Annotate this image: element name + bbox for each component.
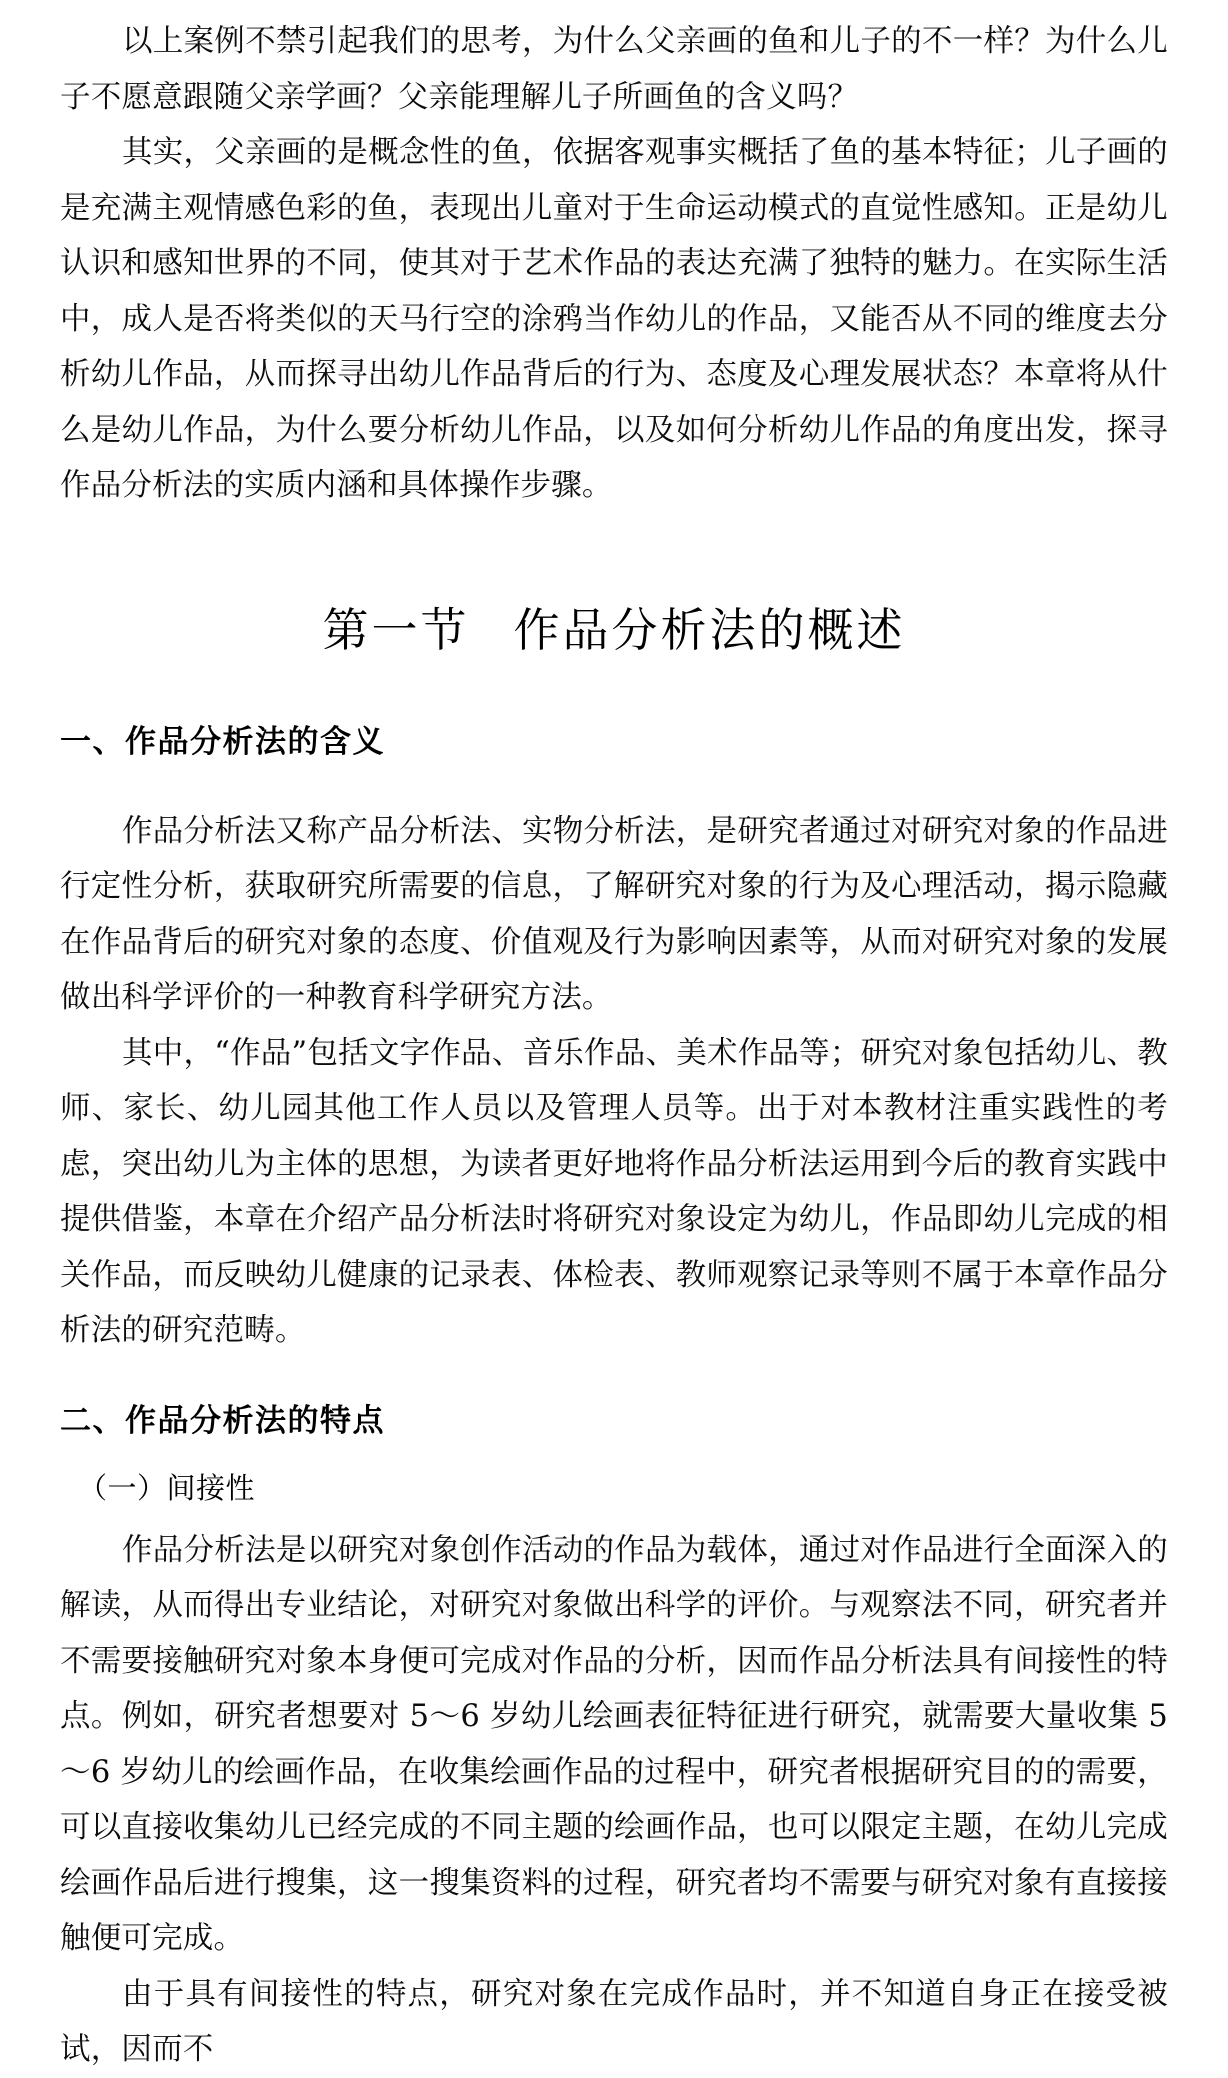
spacer-before-subheading-2 — [60, 1359, 1168, 1399]
subheading-indirectness: （一）间接性 — [78, 1470, 256, 1505]
paragraph-intro-2: 其实，父亲画的是概念性的鱼，依据客观事实概括了鱼的基本特征；儿子画的是充满主观情感色彩的鱼，表现出儿童对于生命运动模式的直觉性感知。正是幼儿认识和感知世界的不同，使其对于艺术作品的表达充满了独特的魅力。在实际生活中，成人是否将类似的天马行空的涂鸦当作幼儿的作品，又能否从不同的维度去分析幼儿作品，从而探寻出幼儿作品背后的行为、态度及心理发展状态？本章将从什么是幼儿作品，为什么要分析幼儿作品，以及如何分析幼儿作品的角度出发，探寻作品分析法的实质内涵和具体操作步骤。 — [60, 135, 1168, 503]
spacer-after-subheading-1 — [60, 764, 1168, 804]
subheading-meaning: 一、作品分析法的含义 — [60, 723, 385, 760]
spacer-top — [60, 0, 1168, 14]
paragraph-feature-1: 作品分析法是以研究对象创作活动的作品为载体，通过对作品进行全面深入的解读，从而得出专业结论，对研究对象做出科学的评价。与观察法不同，研究者并不需要接触研究对象本身便可完成对作品的分析，因而作品分析法具有间接性的特点。例如，研究者想要对 5～6 岁幼儿绘画表征特征进行研究，就需要大量收集 5～6 岁幼儿的绘画作品，在收集绘画作品的过程中，研究者根据研究目的的需要，可以直接收集幼儿已经完成的不同主题的绘画作品，也可以限定主题，在幼儿完成绘画作品后进行搜集，这一搜集资料的过程，研究者均不需要与研究对象有直接接触便可完成。 — [60, 1532, 1168, 1956]
spacer-after-subheading-2-1 — [60, 1509, 1168, 1523]
section-heading-number: 第一节 — [322, 602, 470, 657]
section-heading — [60, 598, 1168, 662]
spacer-after-section-heading — [60, 662, 1168, 720]
paragraph-definition-1: 作品分析法又称产品分析法、实物分析法，是研究者通过对研究对象的作品进行定性分析，获取研究所需要的信息，了解研究对象的行为及心理活动，揭示隐藏在作品背后的研究对象的态度、价值观及行为影响因素等，从而对研究对象的发展做出科学评价的一种教育科学研究方法。 — [60, 813, 1168, 1015]
paragraph-feature-2: 由于具有间接性的特点，研究对象在完成作品时，并不知道自身正在接受被试，因而不 — [60, 1976, 1168, 2067]
subheading-features: 二、作品分析法的特点 — [60, 1402, 385, 1439]
paragraph-definition-2: 其中，“作品”包括文字作品、音乐作品、美术作品等；研究对象包括幼儿、教师、家长、幼儿园其他工作人员以及管理人员等。出于对本教材注重实践性的考虑，突出幼儿为主体的思想，为读者更好地将作品分析法运用到今后的教育实践中提供借鉴，本章在介绍产品分析法时将研究对象设定为幼儿，作品即幼儿完成的相关作品，而反映幼儿健康的记录表、体检表、教师观察记录等则不属于本章作品分析法的研究范畴。 — [60, 1035, 1168, 1348]
spacer-after-subheading-2 — [60, 1443, 1168, 1467]
page-content — [60, 0, 1168, 2078]
section-heading-title: 作品分析法的概述 — [513, 602, 906, 657]
paragraph-intro-1: 以上案例不禁引起我们的思考，为什么父亲画的鱼和儿子的不一样？为什么儿子不愿意跟随父亲学画？父亲能理解儿子所画鱼的含义吗？ — [60, 24, 1168, 115]
spacer-before-section-heading — [60, 514, 1168, 598]
